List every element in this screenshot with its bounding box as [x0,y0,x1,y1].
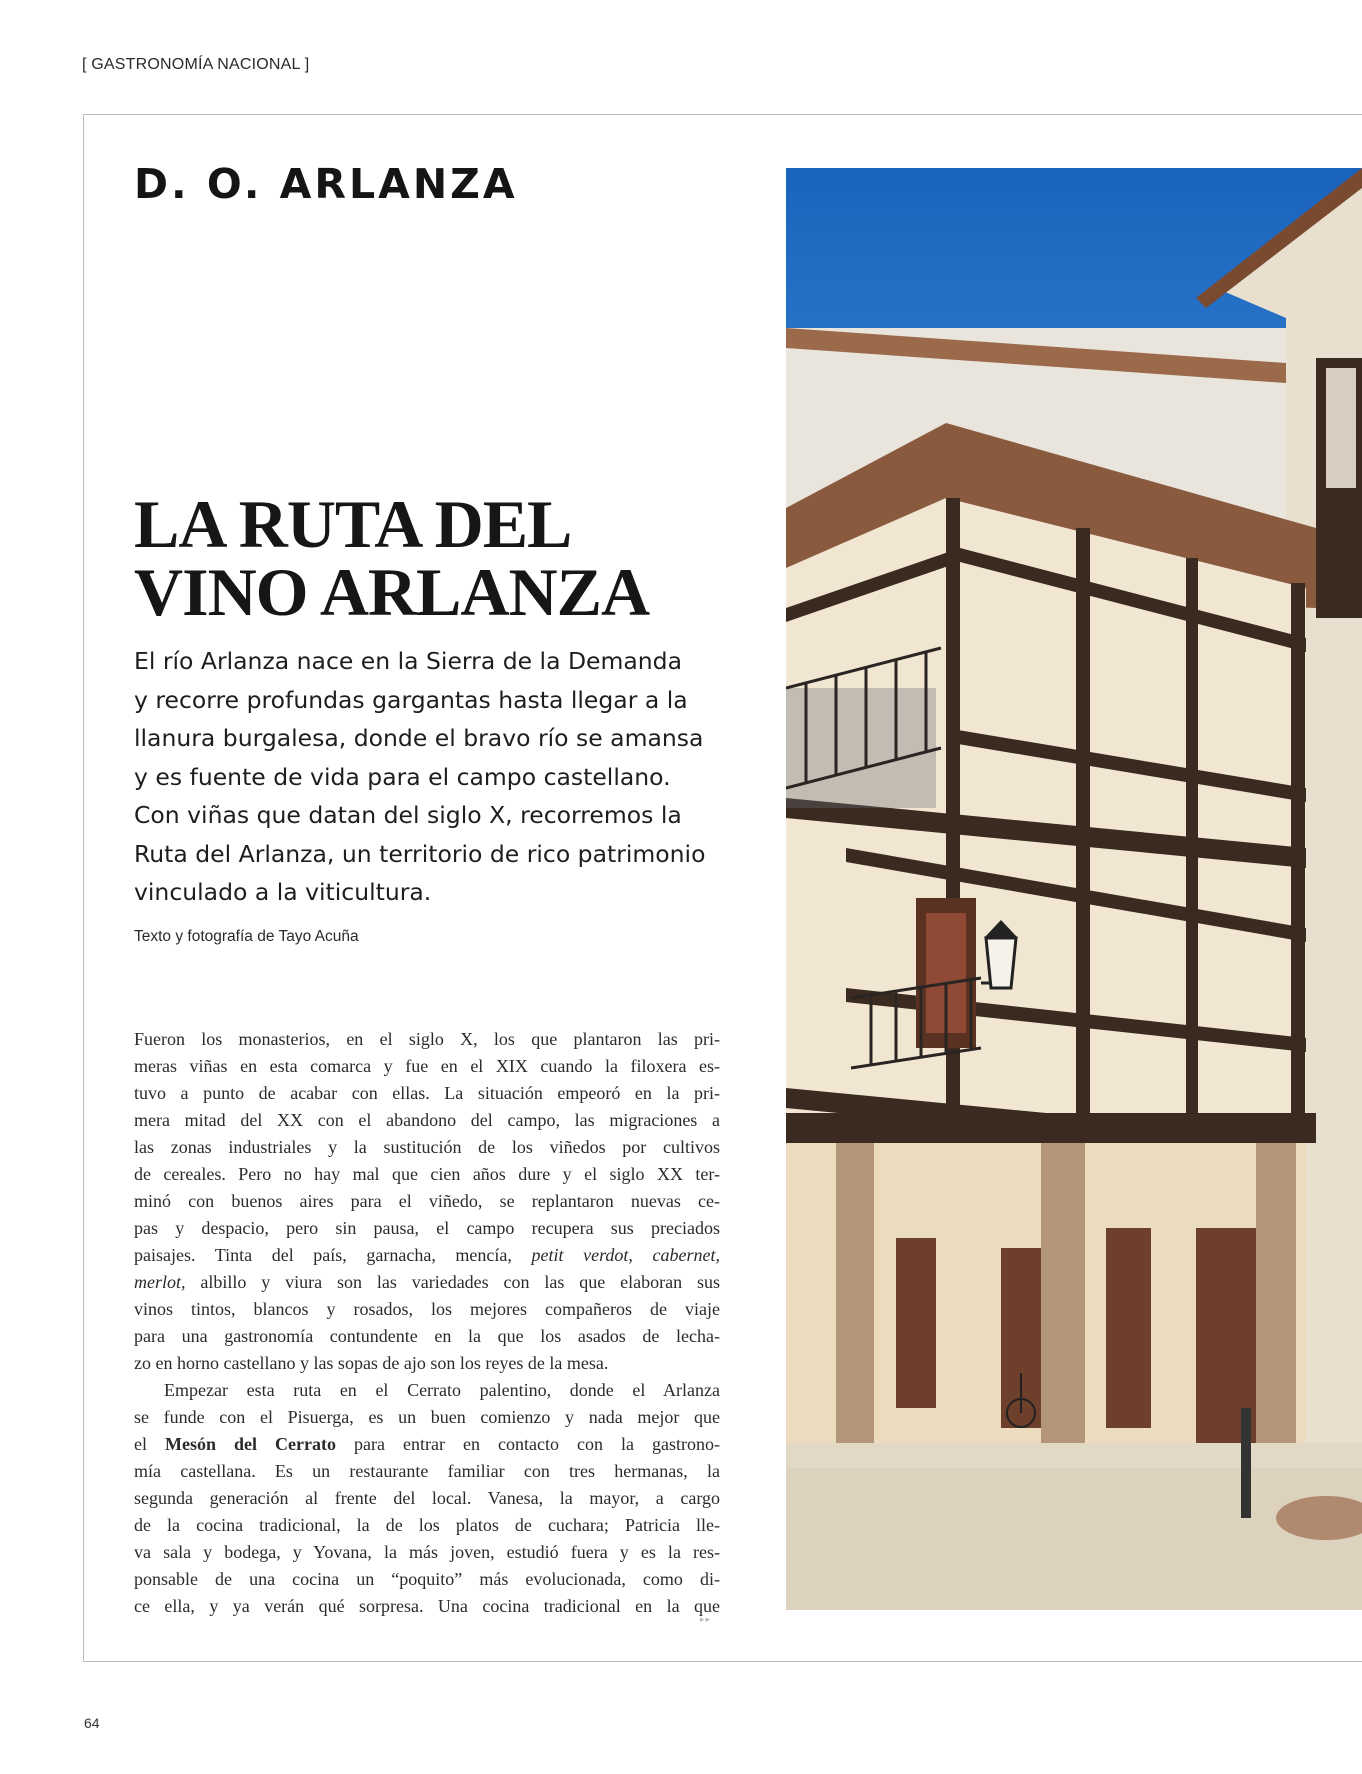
body-line: va sala y bodega, y Yovana, la más joven, estudió fuera y es la res- [134,1542,720,1562]
body-line: ce ella, y ya verán qué sorpresa. Una cocina tradicional en la que [134,1596,720,1616]
house-illustration [786,168,1362,1610]
body-line: segunda generación al frente del local. Vanesa, la mayor, a cargo [134,1488,720,1508]
standfirst-line: Ruta del Arlanza, un territorio de rico patrimonio [134,839,706,868]
body-line: para una gastronomía contundente en la que los asados de lecha- [134,1326,720,1346]
wine-variety-italic: merlot, [134,1272,186,1292]
headline [134,486,734,630]
cobblestones [786,1468,1362,1610]
article-photo [786,168,1362,1610]
body-line: zo en horno castellano y las sopas de ajo son los reyes de la mesa. [134,1353,609,1373]
page-number: 64 [84,1715,100,1731]
body-line: mía castellana. Es un restaurante familiar con tres hermanas, la [134,1461,720,1481]
standfirst-line: El río Arlanza nace en la Sierra de la Demanda [134,647,683,675]
body-line: las zonas industriales y la sustitución de los viñedos por cultivos [134,1137,720,1157]
body-fragment: para entrar en contacto con la gastrono- [336,1434,720,1454]
bollard [1241,1408,1251,1518]
body-line: de la cocina tradicional, la de los platos de cuchara; Patricia lle- [134,1515,720,1535]
body-line: mera mitad del XX con el abandono del campo, las migraciones a [134,1110,720,1130]
body-line [134,1269,720,1296]
body-line: vinos tintos, blancos y rosados, los mejores compañeros de viaje [134,1299,720,1319]
right-window-pane [1326,368,1356,488]
standfirst-line: vinculado a la viticultura. [134,878,432,906]
byline: Texto y fotografía de Tayo Acuña [134,928,359,945]
restaurant-name: Mesón del Cerrato [165,1434,337,1454]
body-text [134,1026,720,1620]
body-line: tuvo a punto de acabar con ellas. La situación empeoró en la pri- [134,1083,720,1103]
body-fragment: el [134,1434,166,1454]
standfirst-line: Con viñas que datan del siglo X, recorremos la [134,801,682,829]
wine-varieties-italic: petit verdot, cabernet, [531,1245,720,1265]
laundry [786,688,936,808]
body-line: ponsable de una cocina un “poquito” más evolucionada, como di- [134,1569,720,1589]
body-line: minó con buenos aires para el viñedo, se replantaron nuevas ce- [134,1191,720,1211]
continue-arrows-icon: ▸▸ [700,1615,712,1625]
body-line: pas y despacio, pero sin pausa, el campo recupera sus preciados [134,1218,720,1238]
standfirst-line: y recorre profundas gargantas hasta llegar a la [134,685,688,714]
body-line [134,1242,720,1269]
standfirst-line: llanura burgalesa, donde el bravo río se amansa [134,724,704,752]
section-tag: [ GASTRONOMÍA NACIONAL ] [82,56,310,73]
body-fragment: albillo y viura son las variedades con las que elaboran sus [185,1272,720,1292]
arcade-beam [786,1113,1316,1143]
body-line: Empezar esta ruta en el Cerrato palentino, donde el Arlanza [164,1380,720,1400]
kicker: D. O. ARLANZA [134,160,518,208]
body-line: de cereales. Pero no hay mal que cien años dure y el siglo XX ter- [134,1164,720,1184]
body-line: meras viñas en esta comarca y fue en el XIX cuando la filoxera es- [134,1056,720,1076]
body-line: se funde con el Pisuerga, es un buen comienzo y nada mejor que [134,1407,720,1427]
body-line: Fueron los monasterios, en el siglo X, los que plantaron las pri- [134,1029,720,1049]
body-fragment: paisajes. Tinta del país, garnacha, mencía, [134,1245,532,1265]
standfirst-line: y es fuente de vida para el campo castellano. [134,762,671,791]
body-line [134,1431,720,1458]
headline-line: LA RUTA DEL [134,486,572,562]
headline-line: VINO ARLANZA [134,554,650,630]
standfirst [134,642,734,912]
